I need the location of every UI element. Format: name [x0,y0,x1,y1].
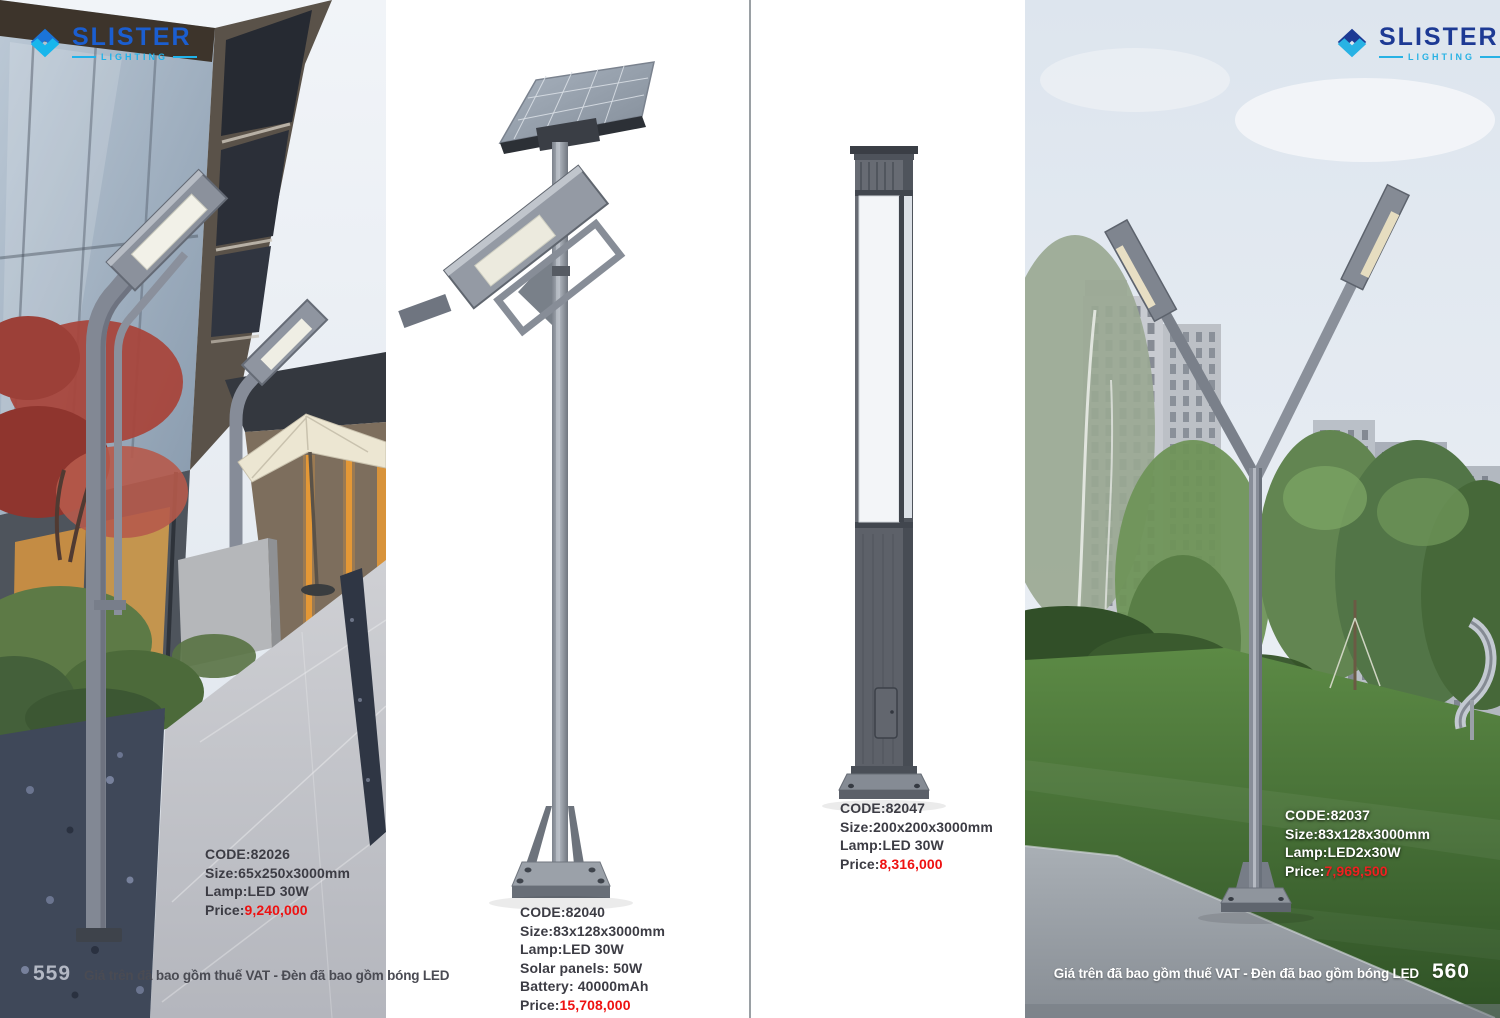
product-solar: Solar panels: 50W [520,959,643,976]
solar-lamp-panel [386,0,750,1018]
product-price: Price:7,969,500 [1285,862,1388,879]
vat-note-left: Giá trên đã bao gồm thuế VAT - Đèn đã bao gồm bóng LED [84,968,450,983]
product-battery: Battery: 40000mAh [520,978,649,994]
page-number-left: 559 [33,962,72,985]
solar-lamp-illustration [386,0,750,1018]
product-code: CODE:82037 [1285,807,1371,823]
product-code: CODE:82040 [520,904,606,920]
product-lamp: Lamp:LED 30W [840,837,944,853]
tagline-rule [1379,56,1403,58]
product-lamp: Lamp:LED 30W [205,883,309,899]
brand-tagline: LIGHTING [1379,52,1500,62]
vat-note-right: Giá trên đã bao gồm thuế VAT - Đèn đã bao gồm bóng LED [1053,966,1419,981]
tagline-rule [72,56,96,58]
product-lamp: Lamp:LED2x30W [1285,844,1401,860]
page-number-right: 560 [1431,960,1470,983]
tagline-rule [173,56,197,58]
product-size: Size:65x250x3000mm [205,864,351,881]
page-footer-left [33,962,449,986]
price-value: 7,969,500 [1324,862,1388,879]
product-size: Size:83x128x3000mm [520,922,666,939]
price-value: 8,316,000 [879,855,943,872]
product-size: Size:83x128x3000mm [1285,825,1431,842]
price-value: 9,240,000 [244,901,308,918]
product-spec-82040 [520,903,665,1014]
slister-logo-icon [26,24,64,62]
product-lamp: Lamp:LED 30W [520,941,624,957]
product-code: CODE:82026 [205,846,291,862]
product-price: Price:9,240,000 [205,901,308,918]
product-spec-82047 [840,799,993,873]
product-spec-82037 [1285,806,1430,880]
product-price: Price:15,708,000 [520,996,631,1013]
product-size: Size:200x200x3000mm [840,818,993,835]
price-value: 15,708,000 [559,996,631,1013]
tagline-rule [1480,56,1500,58]
slister-logo-icon [1333,24,1371,62]
product-spec-82026 [205,845,350,919]
brand-tagline: LIGHTING [72,52,197,62]
page-footer-right [1054,960,1470,984]
brand-logo-right [1333,24,1500,62]
brand-name: SLISTER [72,23,192,51]
product-code: CODE:82047 [840,800,926,816]
brand-name: SLISTER [1379,23,1499,51]
brand-logo-left [26,24,197,62]
product-price: Price:8,316,000 [840,855,943,872]
